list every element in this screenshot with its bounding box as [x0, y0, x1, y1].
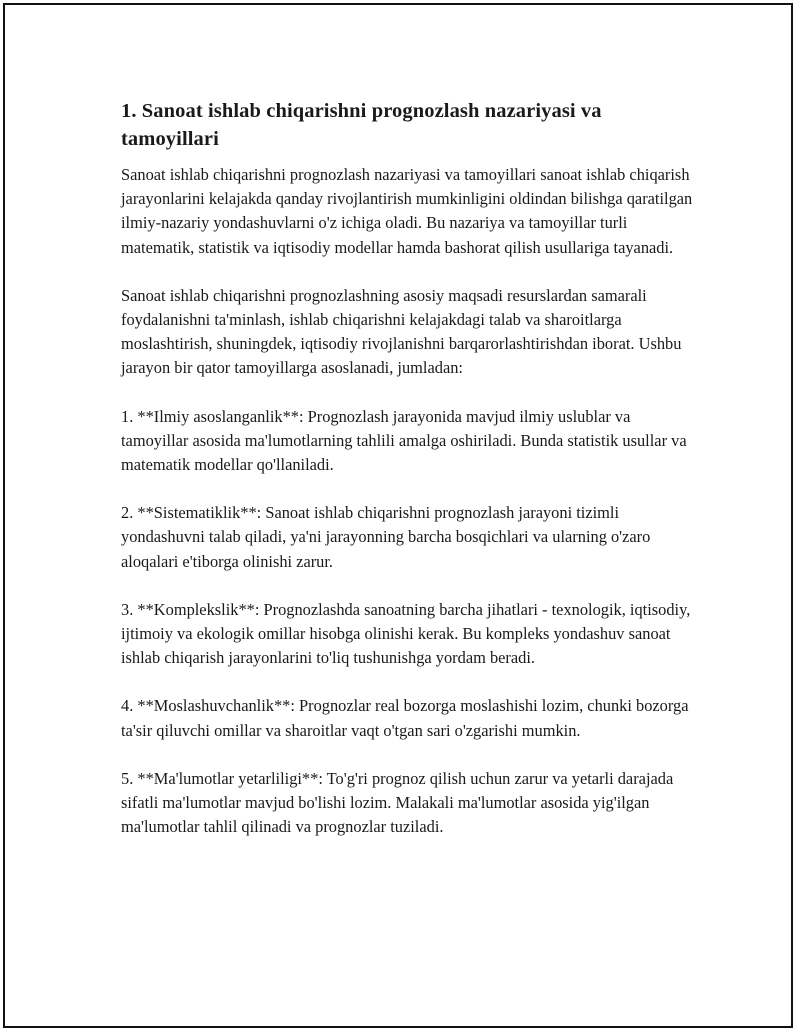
- page-frame: [3, 3, 793, 1028]
- paragraph-intro: Sanoat ishlab chiqarishni prognozlash nazariyasi va tamoyillari sanoat ishlab chiqarish jarayonlarini kelajakda qanday rivojlantirish mumkinligini oldindan bilishga qaratilgan ilmiy-nazariy yondashuvlarni o'z ichiga oladi. Bu nazariya va tamoyillar turli matematik, statistik va iqtisodiy modellar hamda bashorat qilish usullariga tayanadi.: [121, 165, 693, 257]
- list-item-scientific-basis: 1. **Ilmiy asoslanganlik**: Prognozlash jarayonida mavjud ilmiy uslublar va tamoyillar asosida ma'lumotlarning tahlili amalga oshiriladi. Bunda statistik usullar va matematik modellar qo'llaniladi.: [121, 406, 687, 475]
- paragraph-purpose: Sanoat ishlab chiqarishni prognozlashning asosiy maqsadi resurslardan samarali foydalanishni ta'minlash, ishlab chiqarishni kelajakdagi talab va sharoitlarga moslashtirish, shuningdek, iqtisodiy rivojlanishni barqarorlashtirishdan iborat. Ushbu jarayon bir qator tamoyillarga asoslanadi, jumladan:: [121, 285, 682, 378]
- document-body: [121, 97, 701, 863]
- list-item-complexity: 3. **Komplekslik**: Prognozlashda sanoatning barcha jihatlari - texnologik, iqtisodiy, ijtimoiy va ekologik omillar hisobga olinishi kerak. Bu kompleks yondashuv sanoat ishlab chiqarish jarayonlarini to'liq tushunishga yordam beradi.: [121, 599, 691, 668]
- list-item-systematic: 2. **Sistematiklik**: Sanoat ishlab chiqarishni prognozlash jarayoni tizimli yondashuvni talab qiladi, ya'ni jarayonning barcha bosqichlari va ularning o'zaro aloqalari e'tiborga olinishi zarur.: [121, 503, 651, 571]
- list-item-data-sufficiency: 5. **Ma'lumotlar yetarliligi**: To'g'ri prognoz qilish uchun zarur va yetarli darajada sifatli ma'lumotlar mavjud bo'lishi lozim. Malakali ma'lumotlar asosida yig'ilgan ma'lumotlar tahlil qilinadi va prognozlar tuziladi.: [121, 768, 674, 837]
- list-item-flexibility: 4. **Moslashuvchanlik**: Prognozlar real bozorga moslashishi lozim, chunki bozorga ta'sir qiluvchi omillar va sharoitlar vaqt o'tgan sari o'zgarishi mumkin.: [121, 696, 689, 740]
- document-title: 1. Sanoat ishlab chiqarishni prognozlash nazariyasi va tamoyillari: [121, 100, 602, 150]
